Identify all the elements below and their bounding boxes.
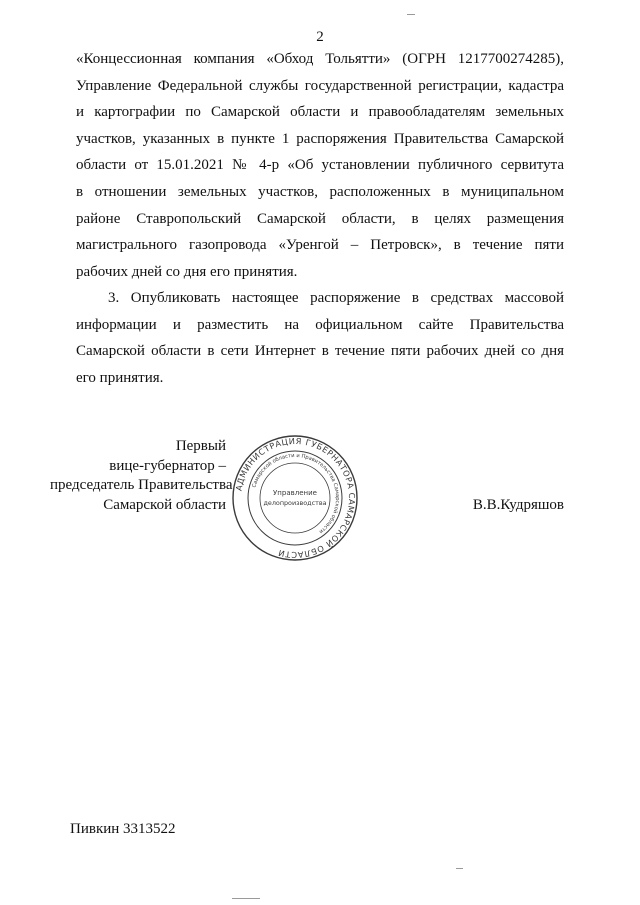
seal-inner-ring	[260, 463, 330, 533]
seal-inner-textpath: Самарской области и Правительства Самарской области	[251, 452, 341, 535]
seal-graphic	[230, 433, 360, 563]
signatory-line: вице-губернатор –	[109, 457, 226, 474]
paragraph-line: рабочих дней со дня его принятия.	[76, 263, 298, 280]
paragraph-line: магистрального газопровода «Уренгой – Петровск», в течение пяти	[76, 237, 564, 254]
scan-speck	[407, 14, 415, 15]
paragraph-line: в отношении земельных участков, расположенных в муниципальном	[76, 183, 564, 200]
paragraph-1	[76, 46, 564, 285]
signatory-line: председатель Правительства	[50, 477, 233, 493]
scan-speck	[456, 868, 463, 869]
executor-info: Пивкин 3313522	[70, 821, 176, 837]
signatory-line: Самарской области	[103, 496, 226, 513]
scan-speck	[232, 898, 260, 899]
paragraph-line: Самарской области в сети Интернет в течение пяти рабочих дней со дня	[76, 343, 564, 360]
signatory-line: Первый	[175, 438, 226, 454]
paragraph-line: районе Ставропольский Самарской области, в целях размещения	[76, 210, 564, 227]
seal-middle-ring	[248, 451, 342, 545]
paragraph-line: информации и разместить на официальном сайте Правительства	[76, 316, 564, 333]
seal-center-line-2: делопроизводства	[263, 499, 327, 507]
seal-center-line-1: Управление	[273, 489, 317, 497]
paragraph-line: участков, указанных в пункте 1 распоряжения Правительства Самарской	[76, 130, 564, 147]
paragraph-line: «Концессионная компания «Обход Тольятти» (ОГРН 1217700274285),	[76, 51, 564, 67]
paragraph-line: и картографии по Самарской области и правообладателям земельных	[76, 104, 564, 121]
seal-outer-textpath: АДМИНИСТРАЦИЯ ГУБЕРНАТОРА САМАРСКОЙ ОБЛАСТИ	[233, 435, 358, 561]
signatory-position	[50, 437, 233, 515]
official-seal	[230, 433, 360, 563]
paragraph-line: его принятия.	[76, 369, 164, 386]
paragraph-line: 3. Опубликовать настоящее распоряжение в средствах массовой	[108, 290, 564, 306]
paragraph-line: Управление Федеральной службы государственной регистрации, кадастра	[76, 77, 564, 94]
paragraph-2	[76, 285, 564, 391]
page-number: 2	[316, 29, 324, 45]
signer-name: В.В.Кудряшов	[472, 497, 564, 513]
paragraph-line: области от 15.01.2021 № 4-р «Об установлении публичного сервитута	[76, 157, 564, 174]
